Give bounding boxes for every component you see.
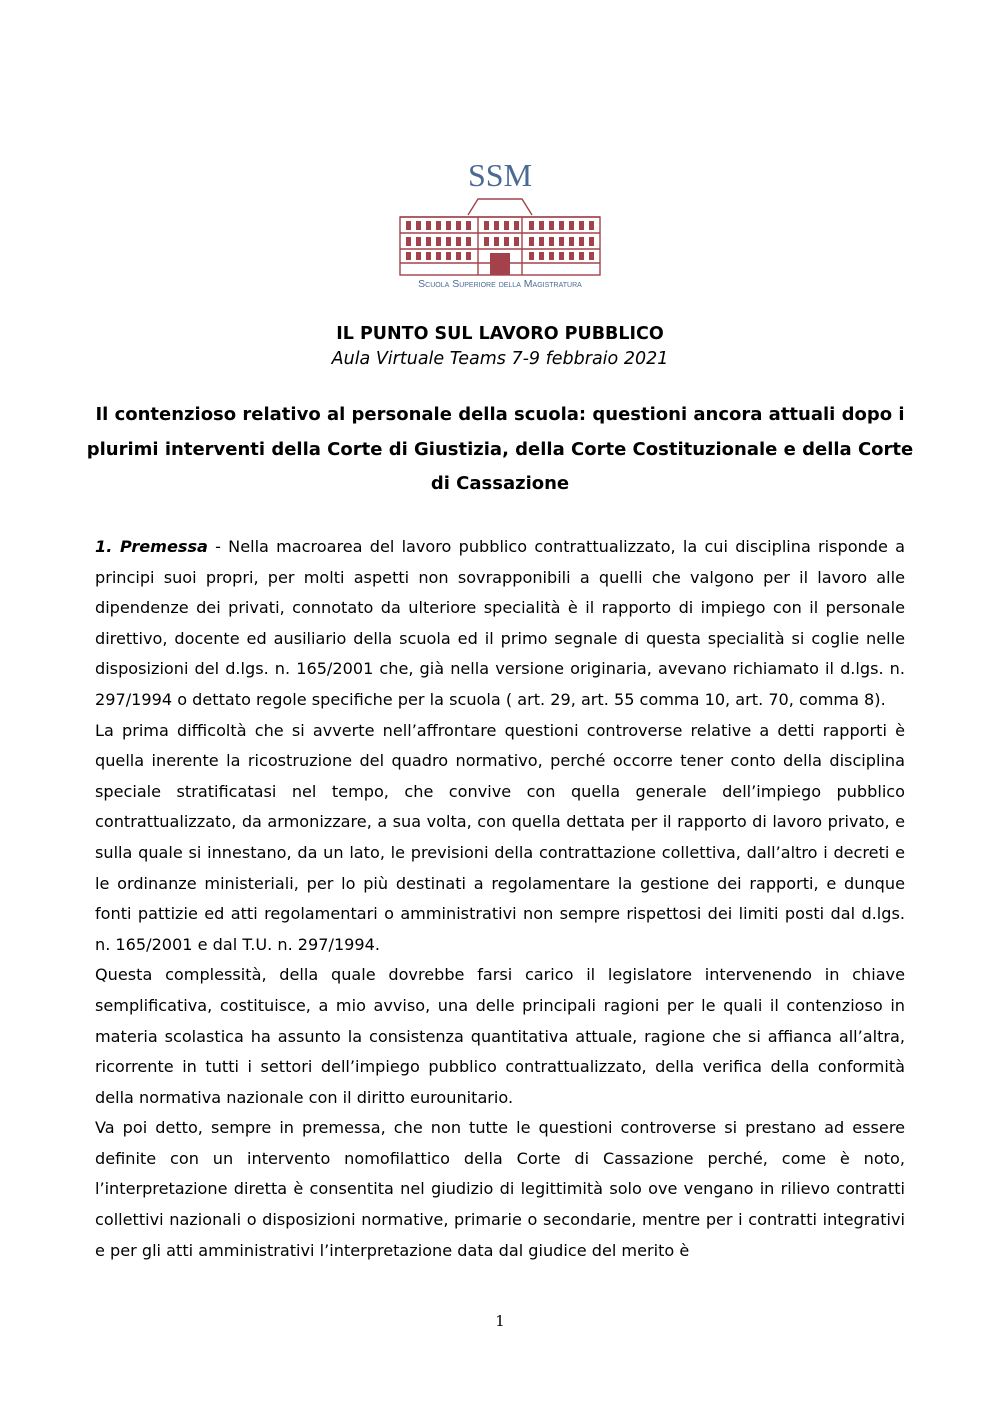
paragraph: [95, 532, 905, 716]
ssm-logo: [398, 153, 602, 291]
paragraph: La prima difficoltà che si avverte nell’affrontare questioni controverse relative a detti rapporti è quella inerente la ricostruzione del quadro normativo, perché occorre tener conto della disciplina speciale stratificatasi nel tempo, che convive con quella generale dell’impiego pubblico contrattualizzato, da armonizzare, a sua volta, con quella dettata per il rapporto di lavoro privato, e sulla quale si innestano, da un lato, le previsioni della contrattazione collettiva, dall’altro i decreti e le ordinanze ministeriali, per lo più destinati a regolamentare la gestione dei rapporti, e dunque fonti pattizie ed atti regolamentari o amministrativi non sempre rispettosi dei limiti posti dal d.lgs. n. 165/2001 e dal T.U. n. 297/1994.: [95, 720, 905, 954]
logo-acronym: SSM: [467, 157, 533, 193]
paragraph: Va poi detto, sempre in premessa, che non tutte le questioni controverse si prestano ad essere definite con un intervento nomofilattico della Corte di Cassazione perché, come è noto, l’interpretazione diretta è consentita nel giudizio di legittimità solo ove vengano in rilievo contratti collettivi nazionali o disposizioni normative, primarie o secondarie, mentre per i contratti integrativi e per gli atti amministrativi l’interpretazione data dal giudice del merito è: [95, 1118, 905, 1260]
document-title: Il contenzioso relativo al personale della scuola: questioni ancora attuali dopo i plurimi interventi della Corte di Giustizia, della Corte Costituzionale e della Corte di Cassazione: [86, 404, 914, 494]
conference-subtitle: Aula Virtuale Teams 7-9 febbraio 2021: [331, 349, 669, 369]
ssm-logo-graphic: [398, 153, 602, 291]
section-heading: 1. Premessa: [95, 537, 208, 556]
document-body: [95, 532, 905, 1266]
paragraph-text: - Nella macroarea del lavoro pubblico contrattualizzato, la cui disciplina risponde a principi suoi propri, per molti aspetti non sovrapponibili a quelli che valgono per il lavoro alle dipendenze dei privati, connotato da ulteriore specialità è il rapporto di impiego con il personale direttivo, docente ed ausiliario della scuola ed il primo segnale di questa specialità si coglie nelle disposizioni del d.lgs. n. 165/2001 che, già nella versione originaria, avevano richiamato il d.lgs. n. 297/1994 o dettato regole specifiche per la scuola ( art. 29, art. 55 comma 10, art. 70, comma 8).: [95, 537, 905, 709]
conference-title: IL PUNTO SUL LAVORO PUBBLICO: [336, 324, 664, 344]
page-number: 1: [495, 1312, 505, 1330]
paragraph: Questa complessità, della quale dovrebbe farsi carico il legislatore intervenendo in chiave semplificativa, costituisce, a mio avviso, una delle principali ragioni per le quali il contenzioso in materia scolastica ha assunto la consistenza quantitativa attuale, ragione che si affianca all’altra, ricorrente in tutti i settori dell’impiego pubblico contrattualizzato, della verifica della conformità della normativa nazionale con il diritto eurounitario.: [95, 965, 905, 1107]
logo-caption: Scuola Superiore della Magistratura: [418, 278, 582, 290]
